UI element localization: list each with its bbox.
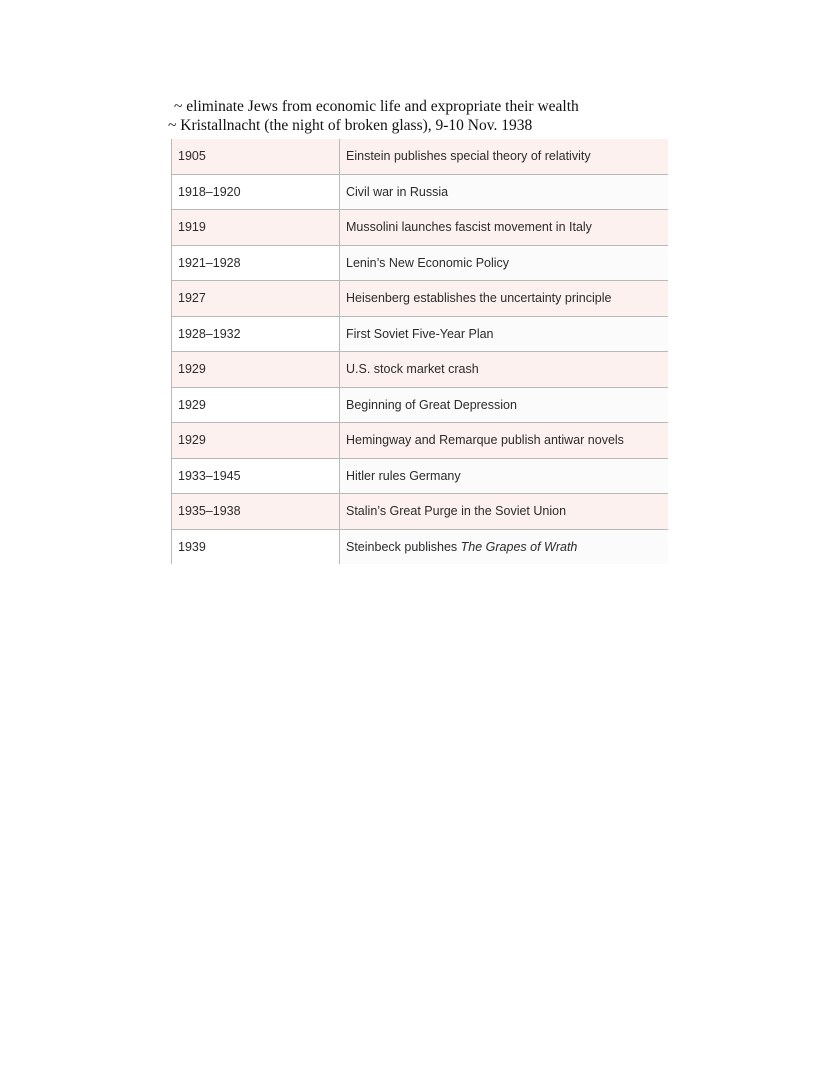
event-text: Steinbeck publishes xyxy=(346,539,461,554)
note-line: ~ eliminate Jews from economic life and expropriate their wealth xyxy=(174,98,579,115)
event-cell: First Soviet Five-Year Plan xyxy=(340,316,669,352)
event-cell: U.S. stock market crash xyxy=(340,352,669,388)
event-cell: Lenin’s New Economic Policy xyxy=(340,245,669,281)
timeline-table xyxy=(171,139,668,564)
event-cell: Beginning of Great Depression xyxy=(340,387,669,423)
year-cell: 1935–1938 xyxy=(172,494,340,530)
table-row xyxy=(172,210,669,246)
year-cell: 1939 xyxy=(172,529,340,564)
table-row xyxy=(172,174,669,210)
table-row xyxy=(172,387,669,423)
table-row xyxy=(172,458,669,494)
table-row xyxy=(172,139,669,174)
book-title: The Grapes of Wrath xyxy=(460,539,578,554)
year-cell: 1933–1945 xyxy=(172,458,340,494)
year-cell: 1929 xyxy=(172,423,340,459)
year-cell: 1905 xyxy=(172,139,340,174)
event-cell: Mussolini launches fascist movement in Italy xyxy=(340,210,669,246)
year-cell: 1929 xyxy=(172,352,340,388)
year-cell: 1918–1920 xyxy=(172,174,340,210)
table-row xyxy=(172,352,669,388)
year-cell: 1928–1932 xyxy=(172,316,340,352)
notes-block xyxy=(168,97,648,135)
year-cell: 1919 xyxy=(172,210,340,246)
event-cell: Hitler rules Germany xyxy=(340,458,669,494)
year-cell: 1929 xyxy=(172,387,340,423)
event-cell: Civil war in Russia xyxy=(340,174,669,210)
event-cell: Einstein publishes special theory of relativity xyxy=(340,139,669,174)
table-row xyxy=(172,529,669,564)
event-cell: Heisenberg establishes the uncertainty principle xyxy=(340,281,669,317)
note-line: ~ Kristallnacht (the night of broken glass), 9-10 Nov. 1938 xyxy=(168,117,533,134)
table-row xyxy=(172,423,669,459)
event-cell: Stalin’s Great Purge in the Soviet Union xyxy=(340,494,669,530)
year-cell: 1927 xyxy=(172,281,340,317)
event-cell: Hemingway and Remarque publish antiwar novels xyxy=(340,423,669,459)
table-row xyxy=(172,281,669,317)
year-cell: 1921–1928 xyxy=(172,245,340,281)
event-cell xyxy=(340,529,669,564)
table-row xyxy=(172,316,669,352)
table-row xyxy=(172,245,669,281)
table-row xyxy=(172,494,669,530)
